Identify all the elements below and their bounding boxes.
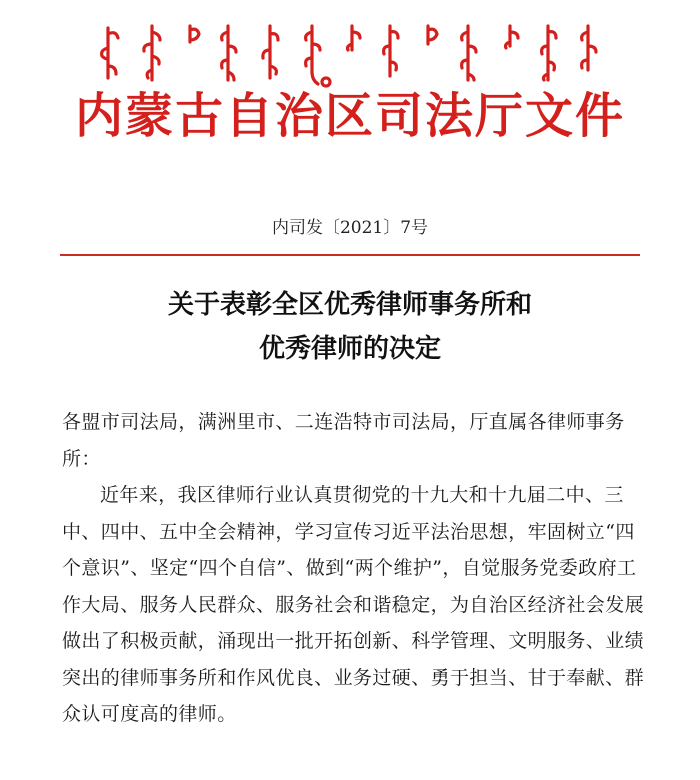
- decision-title: [0, 283, 700, 371]
- document-number: 内司发〔2021〕7号: [271, 218, 429, 238]
- red-divider-line: [60, 254, 640, 256]
- document-body: [62, 404, 648, 733]
- salutation: 各盟市司法局，满洲里市、二连浩特市司法局，厅直属各律师事务所：: [62, 411, 625, 470]
- body-paragraph: 近年来，我区律师行业认真贯彻党的十九大和十九届二中、三中、四中、五中全会精神，学习宣传习近平法治思想，牢固树立“四个意识”、坚定“四个自信”、做到“两个维护”，自觉服务党委政府工作大局、服务人民群众、服务社会和谐稳定，为自治区经济社会发展做出了积极贡献，涌现出一批开拓创新、科学管理、文明服务、业绩突出的律师事务所和作风优良、业务过硬、勇于担当、甘于奉献、群众认可度高的律师。: [62, 484, 645, 725]
- mongolian-script-header: [90, 20, 610, 90]
- document-header-title: 内蒙古自治区司法厅文件: [74, 88, 625, 144]
- decision-title-line-1: 关于表彰全区优秀律师事务所和: [167, 290, 532, 320]
- decision-title-line-2: 优秀律师的决定: [258, 334, 441, 364]
